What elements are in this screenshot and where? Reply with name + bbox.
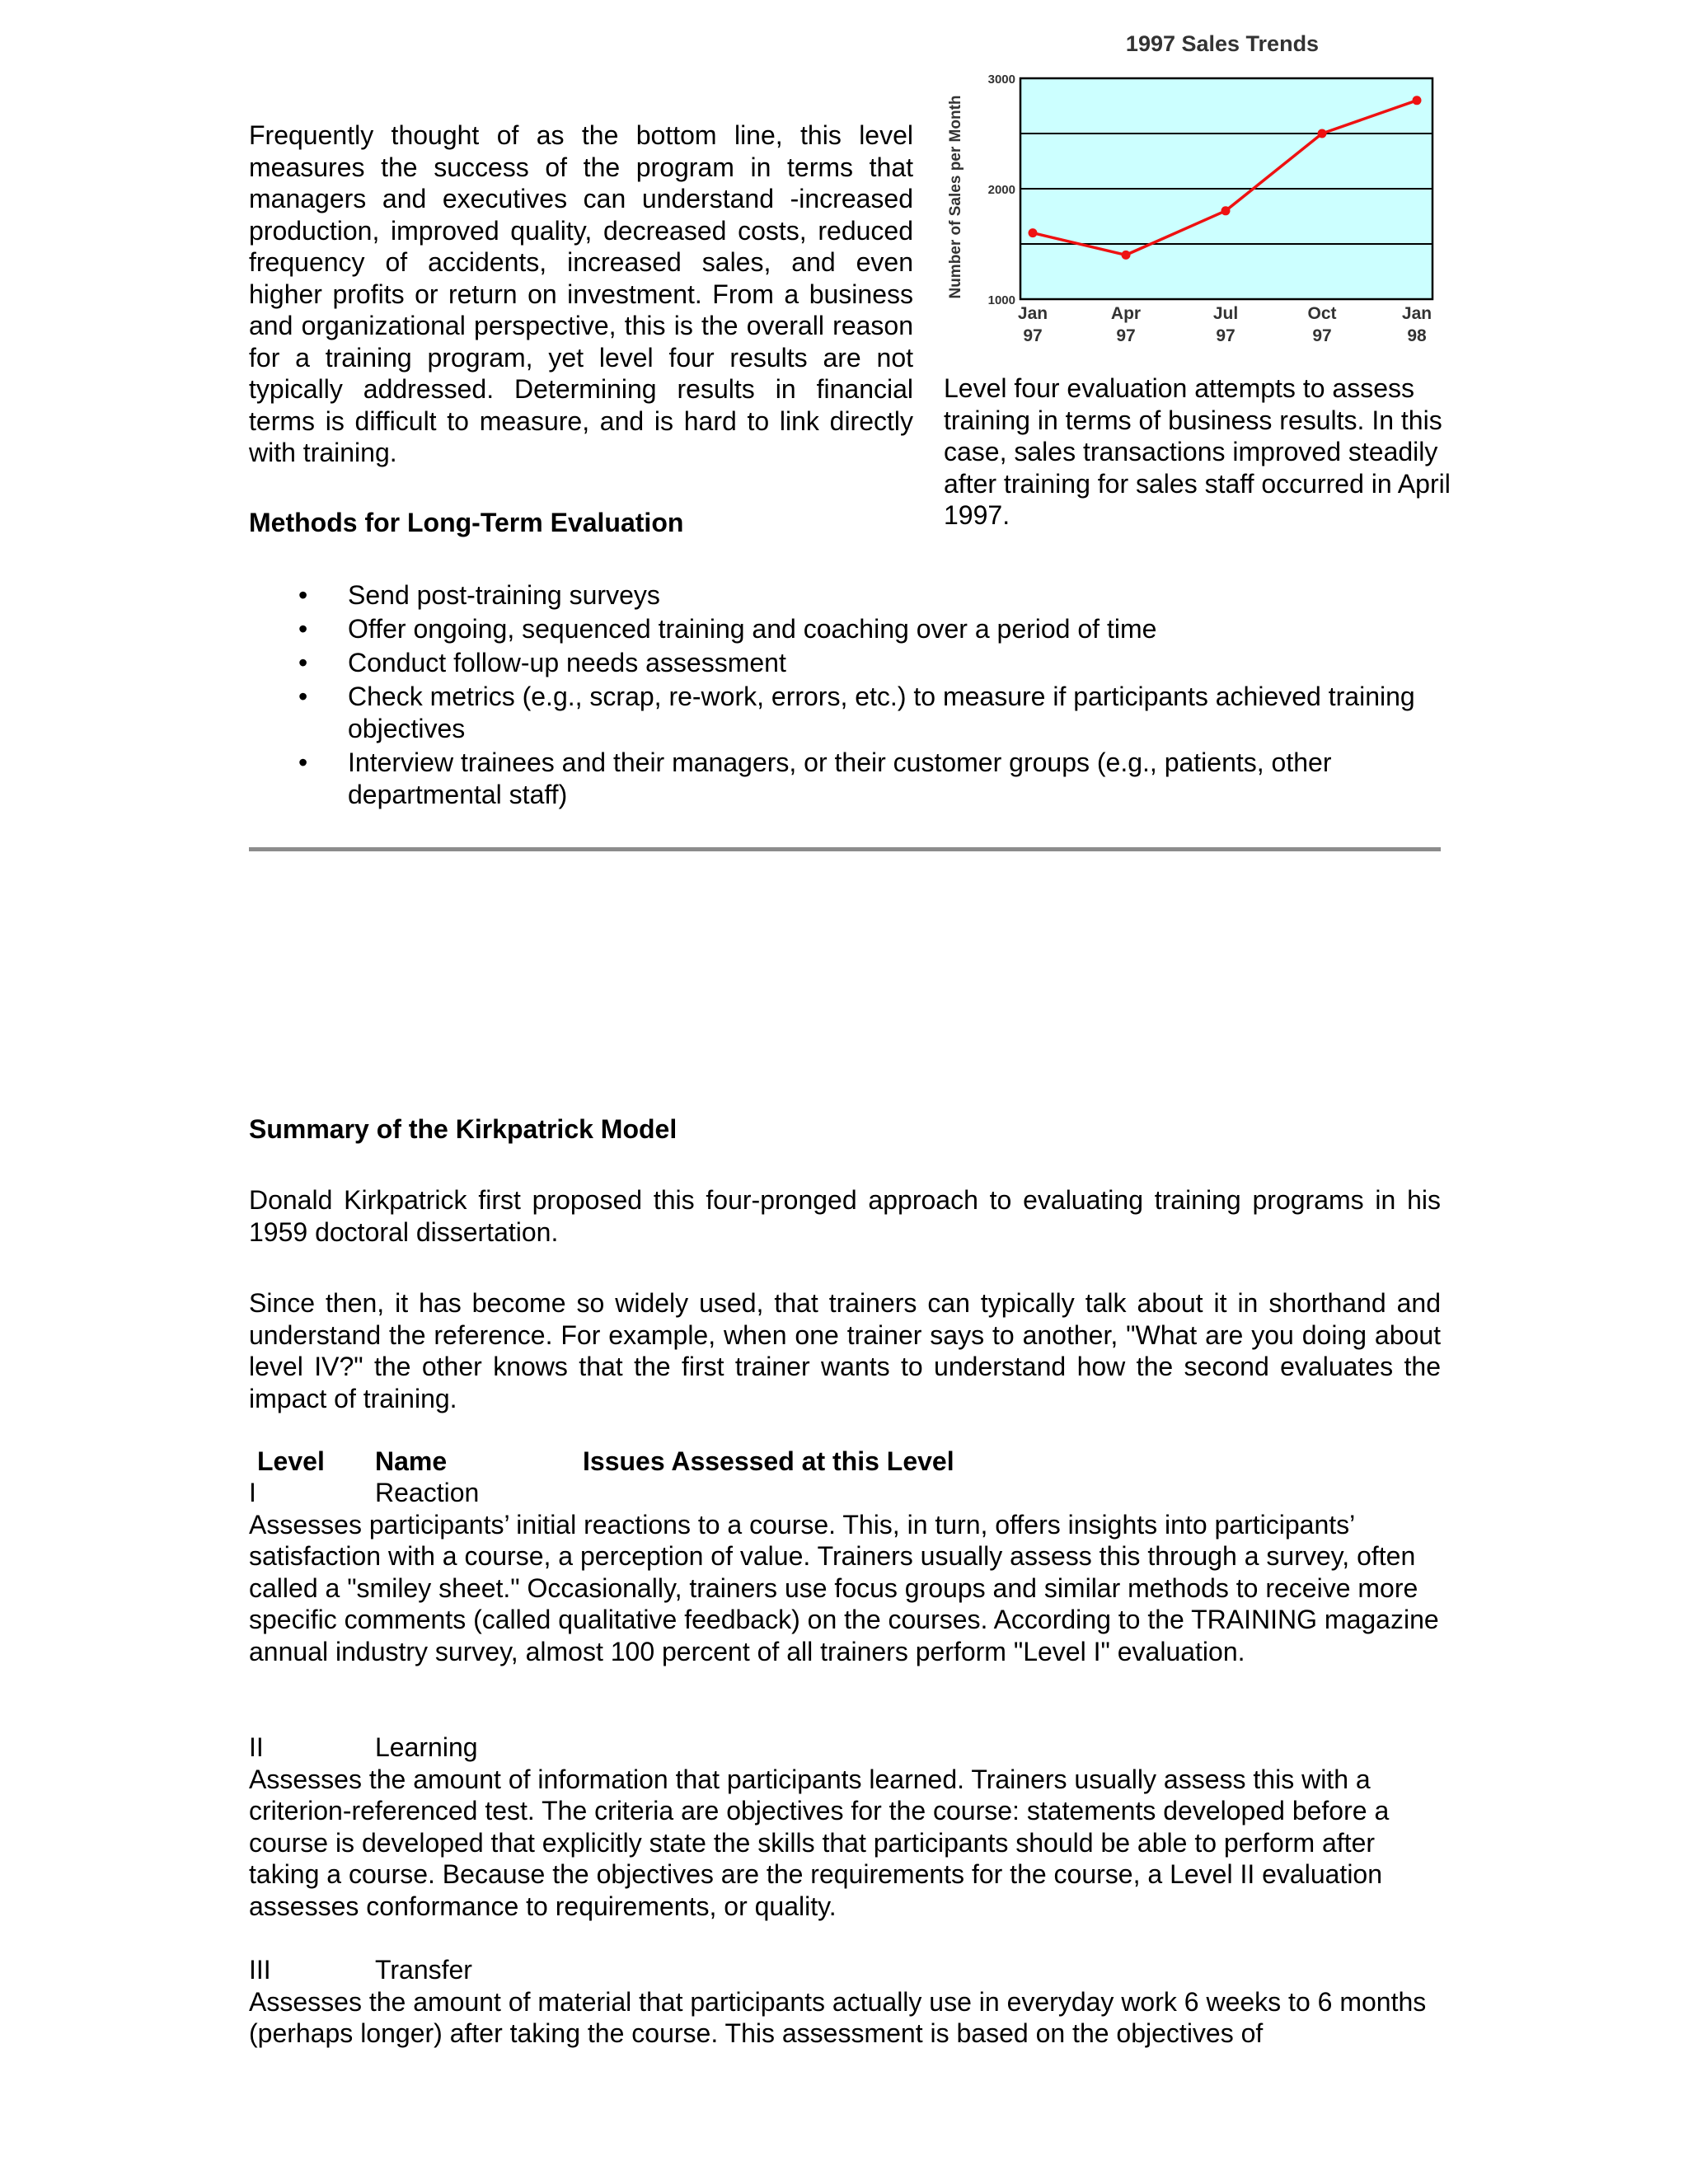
list-item <box>249 613 1436 645</box>
x-tick-year: 97 <box>1023 326 1043 345</box>
data-point <box>1221 206 1231 215</box>
summary-paragraph-2: Since then, it has become so widely used, that trainers can typically talk about it in shorthand and understand the reference. For example, when one trainer says to another, "What are you doing about level IV?" the other knows that the first trainer wants to understand how the second evaluates the impact of training. <box>249 1288 1441 1413</box>
level-entry-i <box>249 1477 1441 1667</box>
x-tick-month: Oct <box>1307 304 1337 323</box>
x-tick-month: Jan <box>1401 304 1432 323</box>
x-tick-year: 97 <box>1116 326 1136 345</box>
level-name: Transfer <box>375 1955 472 1985</box>
summary-heading: Summary of the Kirkpatrick Model <box>249 1114 678 1144</box>
level-entry-iii <box>249 1954 1441 2050</box>
list-item-text: Check metrics (e.g., scrap, re-work, errors, etc.) to measure if participants achieved training objectives <box>348 682 1415 743</box>
y-tick-label: 1000 <box>987 293 1015 307</box>
y-axis-label: Number of Sales per Month <box>947 95 964 299</box>
level-entry-ii <box>249 1732 1441 1922</box>
header-level: Level <box>257 1446 325 1476</box>
level-description: Assesses the amount of information that participants learned. Trainers usually assess this with a criterion-referenced test. The criteria are objectives for the course: statements developed before a course is developed that explicitly state the skills that participants should be able to perform after taking a course. Because the objectives are the requirements for the course, a Level II evaluation assesses conformance to requirements, or quality. <box>249 1764 1390 1921</box>
bullet-icon: • <box>298 648 308 677</box>
list-item-text: Send post-training surveys <box>348 580 660 610</box>
header-name: Name <box>375 1446 448 1476</box>
chart-title: 1997 Sales Trends <box>1125 31 1320 56</box>
x-tick-year: 97 <box>1312 326 1332 345</box>
methods-heading: Methods for Long-Term Evaluation <box>249 508 684 537</box>
sales-trends-chart <box>942 25 1437 354</box>
bullet-icon: • <box>298 580 308 610</box>
x-tick-month: Jul <box>1212 304 1239 323</box>
summary-paragraph-1: Donald Kirkpatrick first proposed this four-pronged approach to evaluating training programs in his 1959 doctoral dissertation. <box>249 1185 1441 1247</box>
list-item-text: Offer ongoing, sequenced training and coaching over a period of time <box>348 614 1157 644</box>
intro-paragraph: Frequently thought of as the bottom line, this level measures the success of the program in terms that managers and executives can understand -increased production, improved quality, decreased costs, reduced frequency of accidents, increased sales, and even higher profits or return on investment. From a business and organizational perspective, this is the overall reason for a training program, yet level four results are not typically addressed. Determining results in financial terms is difficult to measure, and is hard to link directly with training. <box>249 120 913 467</box>
y-axis-ticks <box>988 73 1015 307</box>
y-tick-label: 3000 <box>987 73 1015 87</box>
list-item <box>249 647 1436 679</box>
data-point <box>1318 129 1327 138</box>
header-issues: Issues Assessed at this Level <box>583 1446 954 1476</box>
methods-list <box>249 579 1436 813</box>
list-item <box>249 747 1436 811</box>
x-tick-year: 97 <box>1216 326 1236 345</box>
level-name: Reaction <box>375 1478 480 1507</box>
level-description: Assesses the amount of material that participants actually use in everyday work 6 weeks to 6 months (perhaps longer) after taking the course. This assessment is based on the objectives of <box>249 1986 1427 2048</box>
x-tick-month: Apr <box>1110 304 1142 323</box>
list-item <box>249 681 1436 745</box>
bullet-icon: • <box>298 682 308 711</box>
level-number: III <box>249 1955 271 1985</box>
data-point <box>1413 96 1422 105</box>
chart-caption: Level four evaluation attempts to assess training in terms of business results. In this case, sales transactions improved steadily after training for sales staff occurred in April 1997. <box>944 373 1451 530</box>
bullet-icon: • <box>298 748 308 777</box>
list-item <box>249 579 1436 612</box>
levels-table-header <box>249 1446 1441 1478</box>
x-tick-month: Jan <box>1017 304 1048 323</box>
x-tick-year: 98 <box>1407 326 1427 345</box>
level-name: Learning <box>375 1732 478 1762</box>
section-divider <box>249 847 1441 851</box>
data-point <box>1122 251 1131 260</box>
level-number: II <box>249 1732 264 1762</box>
x-axis-ticks <box>1018 304 1432 345</box>
level-number: I <box>249 1478 256 1507</box>
list-item-text: Conduct follow-up needs assessment <box>348 648 786 677</box>
level-description: Assesses participants’ initial reactions to a course. This, in turn, offers insights into participants’ satisfaction with a course, a perception of value. Trainers usually assess this through a survey, often called a "smiley sheet." Occasionally, trainers use focus groups and similar methods to receive more specific comments (called qualitative feedback) on the courses. According to the TRAINING magazine annual industry survey, almost 100 percent of all trainers perform "Level I" evaluation. <box>249 1509 1439 1666</box>
data-point <box>1029 228 1038 237</box>
bullet-icon: • <box>298 614 308 644</box>
list-item-text: Interview trainees and their managers, or their customer groups (e.g., patients, other departmental staff) <box>348 748 1332 809</box>
y-tick-label: 2000 <box>987 183 1015 197</box>
